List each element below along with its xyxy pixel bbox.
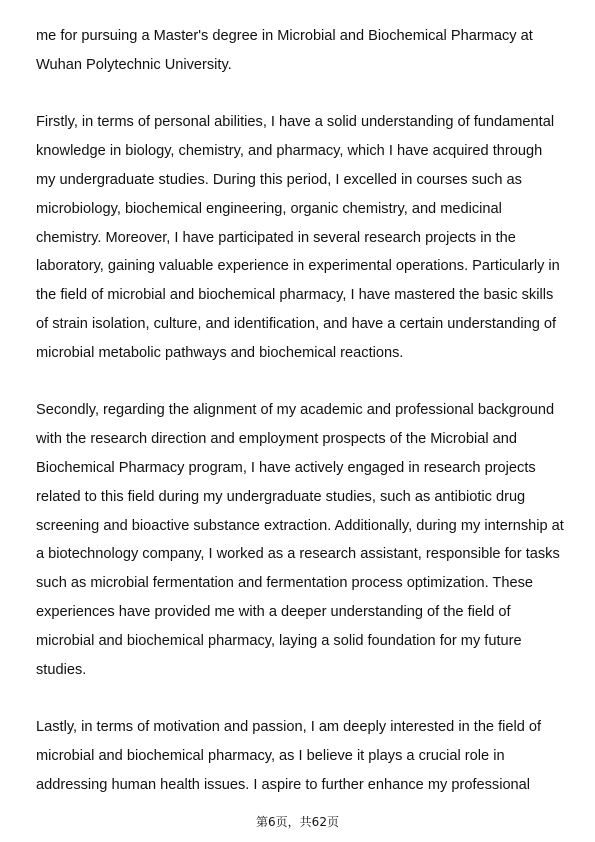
text-line: such as microbial fermentation and fermentation process optimization. These — [36, 575, 533, 592]
text-line: my undergraduate studies. During this period, I excelled in courses such as — [36, 171, 522, 188]
text-line: Biochemical Pharmacy program, I have actively engaged in research projects — [36, 459, 536, 476]
text-line: addressing human health issues. I aspire to further enhance my professional — [36, 776, 531, 793]
text-line: microbial metabolic pathways and biochemical reactions. — [36, 344, 404, 361]
text-line: experiences have provided me with a deeper understanding of the field of — [36, 603, 511, 620]
page-number-footer: 第6页，共62页 — [256, 815, 339, 829]
text-line: Secondly, regarding the alignment of my academic and professional background — [36, 402, 555, 419]
text-line: a biotechnology company, I worked as a research assistant, responsible for tasks — [36, 546, 560, 563]
paragraph-4 — [36, 713, 566, 799]
text-line: microbiology, biochemical engineering, organic chemistry, and medicinal — [36, 200, 502, 217]
text-line: me for pursuing a Master's degree in Microbial and Biochemical Pharmacy at — [36, 28, 533, 44]
paragraph-1 — [36, 22, 566, 80]
text-line: studies. — [36, 661, 87, 678]
text-line: microbial and biochemical pharmacy, laying a solid foundation for my future — [36, 632, 522, 649]
text-line: related to this field during my undergraduate studies, such as antibiotic drug — [36, 488, 526, 505]
body-text — [36, 22, 566, 800]
text-line: the field of microbial and biochemical pharmacy, I have mastered the basic skills — [36, 287, 554, 304]
paragraph-2 — [36, 108, 566, 367]
text-line: knowledge in biology, chemistry, and pharmacy, which I have acquired through — [36, 143, 543, 160]
text-line: Lastly, in terms of motivation and passion, I am deeply interested in the field of — [36, 719, 542, 736]
text-line: Wuhan Polytechnic University. — [36, 56, 232, 73]
text-line: microbial and biochemical pharmacy, as I believe it plays a crucial role in — [36, 747, 505, 764]
text-line: of strain isolation, culture, and identification, and have a certain understanding of — [36, 315, 557, 332]
text-line: screening and bioactive substance extraction. Additionally, during my internship at — [36, 517, 564, 534]
paragraph-3 — [36, 396, 566, 684]
text-line: chemistry. Moreover, I have participated in several research projects in the — [36, 229, 516, 246]
text-line: laboratory, gaining valuable experience in experimental operations. Particularly in — [36, 258, 560, 275]
text-line: Firstly, in terms of personal abilities, I have a solid understanding of fundamental — [36, 114, 555, 131]
text-line: with the research direction and employment prospects of the Microbial and — [36, 431, 518, 448]
